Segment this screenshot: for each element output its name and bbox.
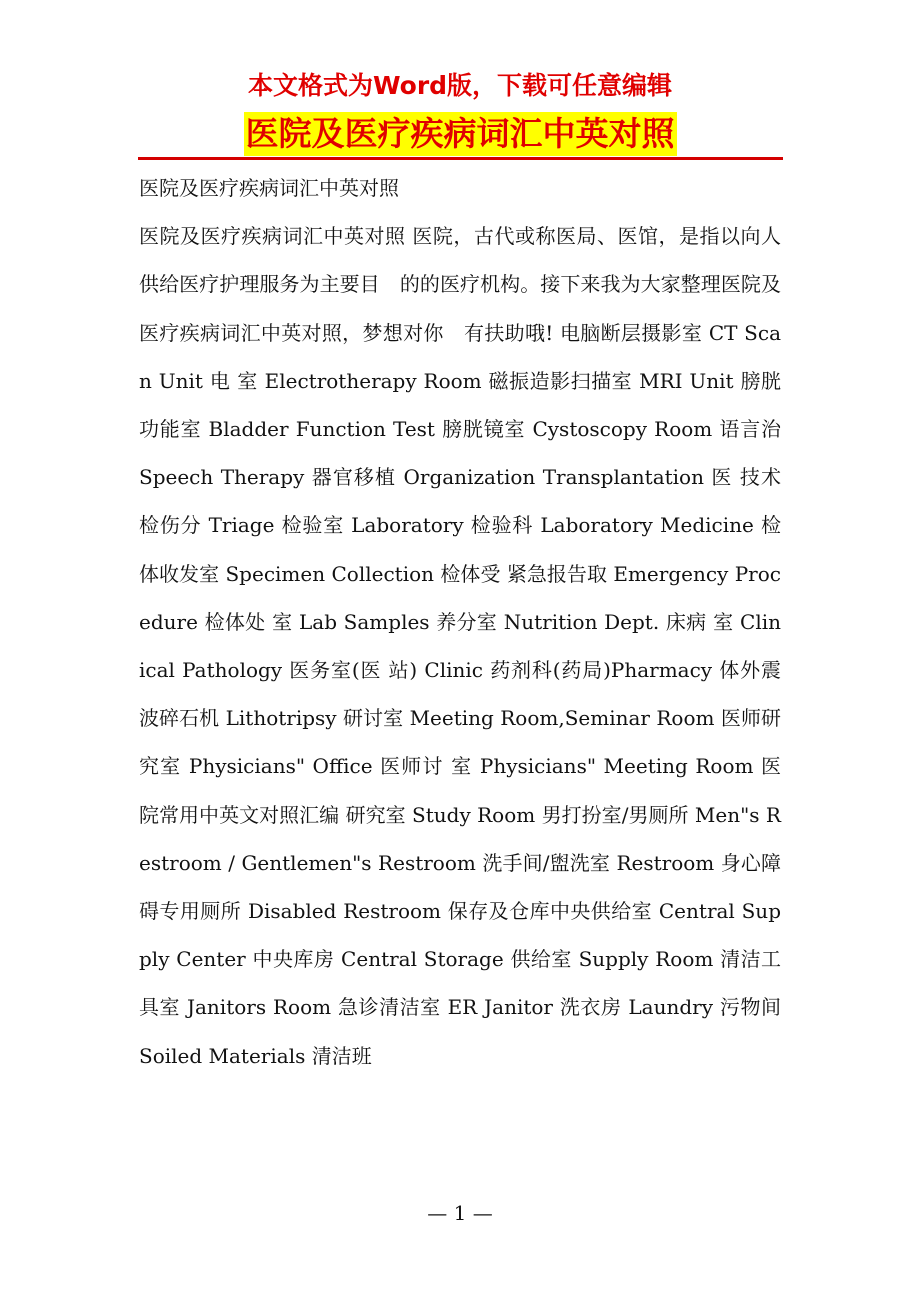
body-subtitle: 医院及医疗疾病词汇中英对照 <box>139 176 399 200</box>
document-title: 医院及医疗疾病词汇中英对照 <box>244 112 677 156</box>
body-paragraph: 医院及医疗疾病词汇中英对照 医院，古代或称医局、医馆，是指以向人供给医疗护理服务为主要目 的的医疗机构。接下来我为大家整理医院及医疗疾病词汇中英对照，梦想对你 有扶助哦! 电脑断层摄影室 CT Scan Unit 电 室 Electrotherapy Room 磁振造影扫描室 MRI Unit 膀胱功能室 Bladder Function Test 膀胱镜室 Cystoscopy Room 语言治 Speech Therapy 器官移植 Organization Transplantation 医 技术检伤分 Triage 检验室 Laboratory 检验科 Laboratory Medicine 检体收发室 Specimen Collection 检体受 紧急报告取 Emergency Procedure 检体处 室 Lab Samples 养分室 Nutrition Dept. 床病 室 Clinical Pathology 医务室(医 站) Clinic 药剂科(药局)Pharmacy 体外震波碎石机 Lithotripsy 研讨室 Meeting Room,Seminar Room 医师研究室 Physicians" Office 医师讨 室 Physicians" Meeting Room 医院常用中英文对照汇编 研究室 Study Room 男打扮室/男厕所 Men"s Restroom / Gentlemen"s Restroom 洗手间/盥洗室 Restroom 身心障碍专用厕所 Disabled Restroom 保存及仓库中央供给室 Central Supply Center 中央库房 Central Storage 供给室 Supply Room 清洁工具室 Janitors Room 急诊清洁室 ER Janitor 洗衣房 Laundry 污物间 Soiled Materials 清洁班 <box>139 224 781 1068</box>
page-number: — 1 — <box>427 1201 493 1225</box>
title-divider <box>138 157 783 160</box>
title-container <box>0 112 920 156</box>
document-body <box>139 164 781 1080</box>
format-notice: 本文格式为Word版，下载可任意编辑 <box>247 71 673 100</box>
